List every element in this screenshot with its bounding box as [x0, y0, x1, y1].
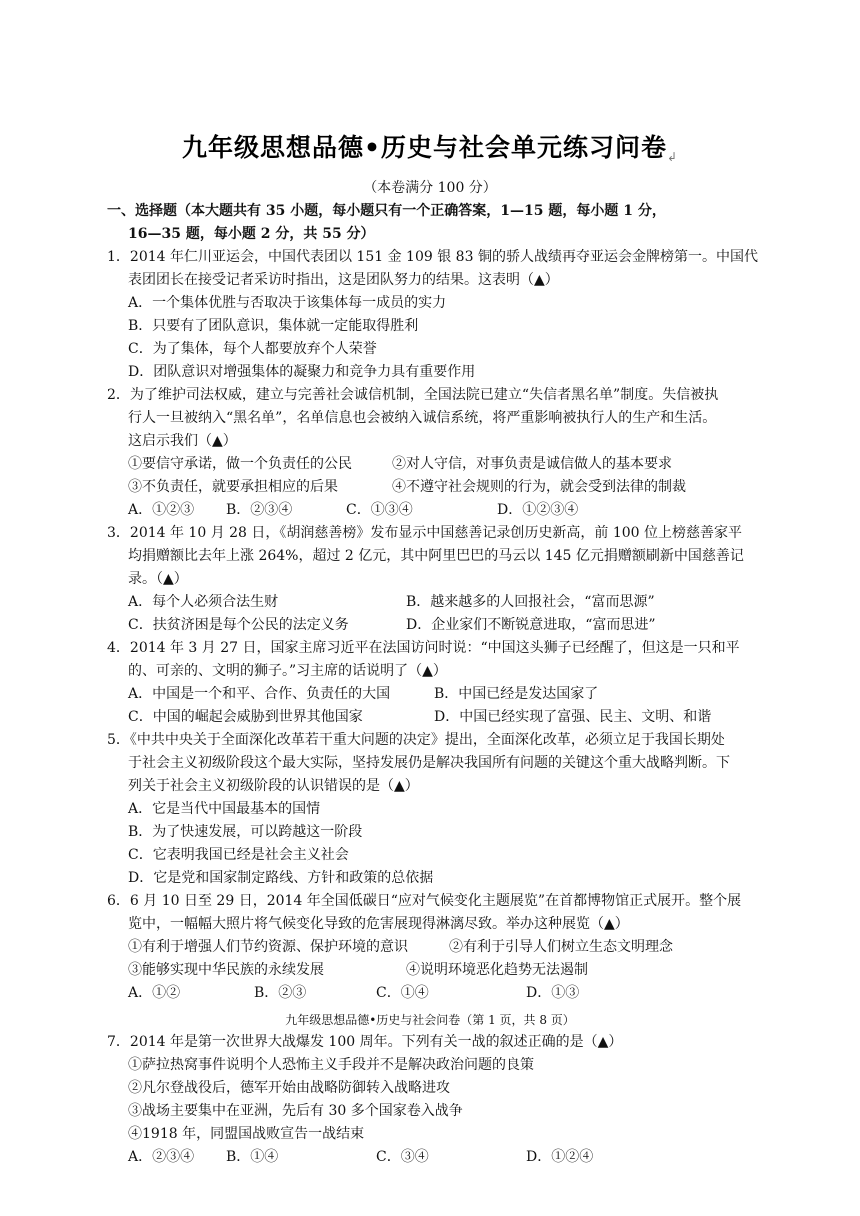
question-6-option-a: A．①②: [128, 985, 181, 1001]
question-3-option-d: D．企业家们不断锐意进取，“富而思进”: [406, 617, 656, 633]
question-2-statement-1: ①要信守承诺，做一个负责任的公民: [128, 456, 352, 472]
question-6-stem-line-1: 6．6 月 10 日至 29 日，2014 年全国低碳日“应对气候变化主题展览”在首都博物馆正式展开。整个展: [107, 893, 742, 909]
question-5-stem-line-1: 5．《中共中央关于全面深化改革若干重大问题的决定》提出，全面深化改革，必须立足于我国长期处: [107, 732, 725, 748]
question-6-stem-line-2: 览中，一幅幅大照片将气候变化导致的危害展现得淋漓尽致。举办这种展览（▲）: [128, 916, 629, 932]
question-7-statement-3: ③战场主要集中在亚洲，先后有 30 多个国家卷入战争: [128, 1103, 463, 1119]
question-5-option-a: A．它是当代中国最基本的国情: [128, 801, 321, 817]
question-7-statement-1: ①萨拉热窝事件说明个人恐怖主义手段并不是解决政治问题的良策: [128, 1057, 534, 1073]
question-6-statement-2: ②有利于引导人们树立生态文明理念: [449, 939, 673, 955]
section-heading-line-1: 一、选择题（本大题共有 35 小题，每小题只有一个正确答案，1—15 题，每小题 1 分，: [107, 203, 666, 219]
question-2-statement-2: ②对人守信，对事负责是诚信做人的基本要求: [392, 456, 672, 472]
question-5-option-b: B．为了快速发展，可以跨越这一阶段: [128, 824, 363, 840]
section-heading-line-2: 16—35 题，每小题 2 分，共 55 分）: [128, 226, 375, 242]
question-2-option-b: B．②③④: [226, 502, 293, 518]
question-5-option-d: D．它是党和国家制定路线、方针和政策的总依据: [128, 870, 434, 886]
question-4-option-a: A．中国是一个和平、合作、负责任的大国: [128, 686, 391, 702]
question-3-option-a: A．每个人必须合法生财: [128, 594, 279, 610]
question-4-stem-line-1: 4．2014 年 3 月 27 日，国家主席习近平在法国访问时说：“中国这头狮子已经醒了，但这是一只和平: [107, 640, 740, 656]
question-6-statement-4: ④说明环境恶化趋势无法遏制: [406, 962, 588, 978]
question-1-stem-line-2: 表团团长在接受记者采访时指出，这是团队努力的结果。这表明（▲）: [128, 272, 559, 288]
question-6-statement-3: ③能够实现中华民族的永续发展: [128, 962, 324, 978]
page-title: [0, 128, 860, 164]
question-1-option-a: A．一个集体优胜与否取决于该集体每一成员的实力: [128, 295, 447, 311]
question-3-option-b: B．越来越多的人回报社会，“富而思源”: [406, 594, 655, 610]
question-6-option-d: D．①③: [526, 985, 580, 1001]
question-2-statement-3: ③不负责任，就要承担相应的后果: [128, 479, 338, 495]
question-3-stem-line-1: 3．2014 年 10 月 28 日，《胡润慈善榜》发布显示中国慈善记录创历史新高，前 100 位上榜慈善家平: [107, 525, 743, 541]
question-7-statement-2: ②凡尔登战役后，德军开始由战略防御转入战略进攻: [128, 1080, 450, 1096]
question-2-stem-line-3: 这启示我们（▲）: [128, 433, 237, 449]
question-1-option-b: B．只要有了团队意识，集体就一定能取得胜利: [128, 318, 419, 334]
question-2-statement-4: ④不遵守社会规则的行为，就会受到法律的制裁: [392, 479, 686, 495]
question-2-stem-line-1: 2．为了维护司法权威，建立与完善社会诚信机制，全国法院已建立“失信者黑名单”制度。失信被执: [107, 387, 719, 403]
question-7-option-c: C．③④: [376, 1149, 429, 1165]
question-4-option-b: B．中国已经是发达国家了: [434, 686, 599, 702]
question-6-option-c: C．①④: [376, 985, 429, 1001]
question-2-stem-line-2: 行人一旦被纳入“黑名单”，名单信息也会被纳入诚信系统，将严重影响被执行人的生产和生活。: [128, 410, 717, 426]
question-2-option-c: C．①③④: [346, 502, 413, 518]
question-4-option-d: D．中国已经实现了富强、民主、文明、和谐: [434, 709, 712, 725]
paragraph-mark-icon: ↲: [666, 150, 679, 164]
question-5-stem-line-3: 列关于社会主义初级阶段的认识错误的是（▲）: [128, 778, 419, 794]
question-1-stem-line-1: 1．2014 年仁川亚运会，中国代表团以 151 金 109 银 83 铜的骄人战绩再夺亚运会金牌榜第一。中国代: [107, 249, 758, 265]
question-4-option-c: C．中国的崛起会威胁到世界其他国家: [128, 709, 363, 725]
question-2-option-a: A．①②③: [128, 502, 195, 518]
question-6-option-b: B．②③: [254, 985, 307, 1001]
question-4-stem-line-2: 的、可亲的、文明的狮子。”习主席的话说明了（▲）: [128, 663, 447, 679]
question-7-option-a: A．②③④: [128, 1149, 195, 1165]
question-5-option-c: C．它表明我国已经是社会主义社会: [128, 847, 349, 863]
page-footer: 九年级思想品德•历史与社会问卷（第 1 页，共 8 页）: [285, 1013, 575, 1027]
question-7-option-d: D．①②④: [526, 1149, 594, 1165]
question-1-option-d: D．团队意识对增强集体的凝聚力和竞争力具有重要作用: [128, 364, 476, 380]
question-1-option-c: C．为了集体，每个人都要放弃个人荣誉: [128, 341, 377, 357]
question-7-option-b: B．①④: [226, 1149, 279, 1165]
question-7-stem-line-1: 7．2014 年是第一次世界大战爆发 100 周年。下列有关一战的叙述正确的是（▲）: [107, 1034, 623, 1050]
score-note: （本卷满分 100 分）: [363, 180, 497, 196]
question-6-statement-1: ①有利于增强人们节约资源、保护环境的意识: [128, 939, 408, 955]
question-3-option-c: C．扶贫济困是每个公民的法定义务: [128, 617, 349, 633]
question-3-stem-line-3: 录。（▲）: [128, 571, 188, 587]
title-text: 九年级思想品德•历史与社会单元练习问卷: [181, 133, 667, 162]
question-3-stem-line-2: 均捐赠额比去年上涨 264%，超过 2 亿元，其中阿里巴巴的马云以 145 亿元捐赠额刷新中国慈善记: [128, 548, 744, 564]
question-5-stem-line-2: 于社会主义初级阶段这个最大实际，坚持发展仍是解决我国所有问题的关键这个重大战略判断。下: [128, 755, 730, 771]
question-7-statement-4: ④1918 年，同盟国战败宣告一战结束: [128, 1126, 365, 1142]
question-2-option-d: D．①②③④: [497, 502, 579, 518]
